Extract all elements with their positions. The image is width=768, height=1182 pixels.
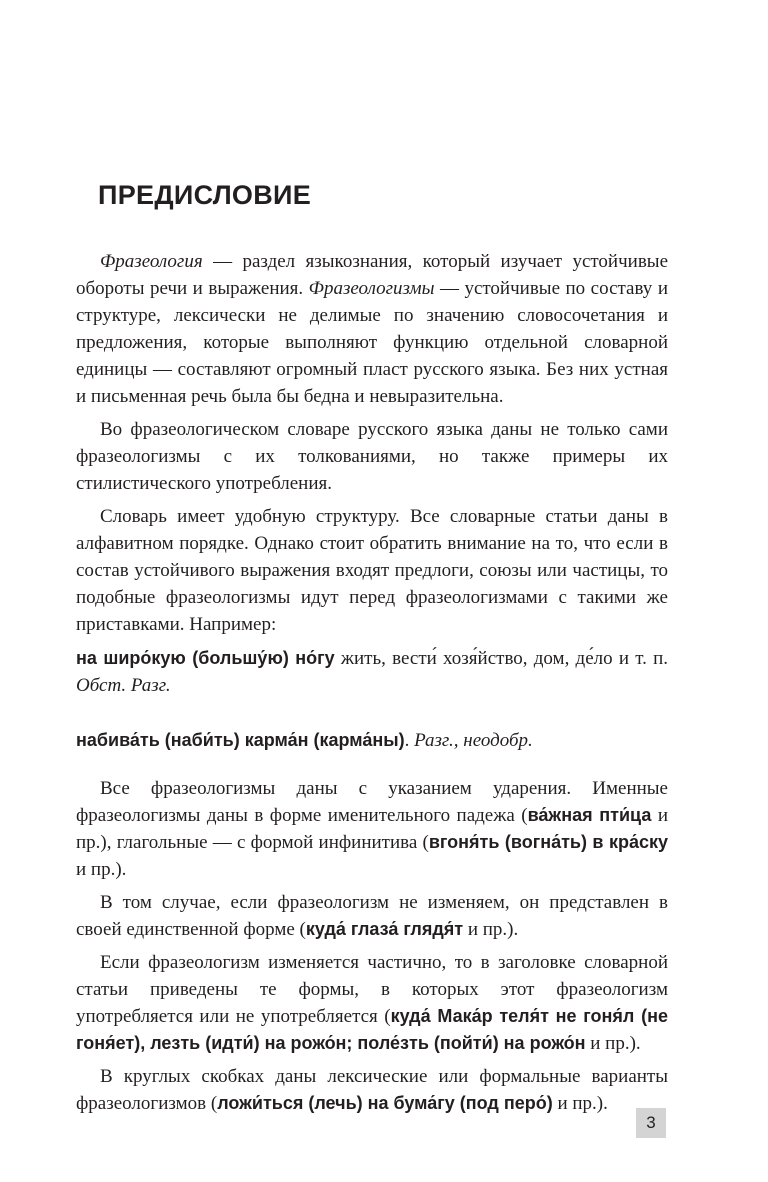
paragraph-unchangeable <box>76 889 668 943</box>
paragraph-text: В том случае, если фразеологизм не изменяем, он представлен в своей единственной форме ( <box>76 892 668 940</box>
example-phrase: вгоня́ть (вогна́ть) в кра́ску <box>428 832 668 852</box>
paragraph-partial <box>76 949 668 1057</box>
term-phraseologisms: Фразеологизмы <box>308 278 435 299</box>
paragraph-definition <box>76 248 668 410</box>
paragraph-text: и пр.). <box>76 859 127 880</box>
paragraph-structure: Словарь имеет удобную структуру. Все словарные статьи даны в алфавитном порядке. Однако стоит обратить внимание на то, что если в состав устойчивого выражения входят предлоги, союзы или частицы, то подобные фразеологизмы идут перед фразеологизмами с такими же приставками. Например: <box>76 506 668 635</box>
paragraph-stress <box>76 775 668 883</box>
dictionary-example-2 <box>76 727 668 754</box>
dictionary-example-1 <box>76 645 668 699</box>
paragraph-text: Все фразеологизмы даны с указанием ударения. Именные фразеологизмы даны в форме именительного падежа ( <box>76 778 668 826</box>
paragraph-dictionary: Во фразеологическом словаре русского языка даны не только сами фразеологизмы с их толкованиями, но также примеры их стилистического употребления. <box>76 419 668 494</box>
paragraph-text: и пр.). <box>463 919 519 940</box>
paragraph-text: и пр.), глагольные — с формой инфинитива ( <box>76 805 668 853</box>
page-title: ПРЕДИСЛОВИЕ <box>98 180 312 210</box>
page-number: 3 <box>636 1108 666 1138</box>
example-headword: на широ́кую (большу́ю) но́гу <box>76 648 335 668</box>
paragraph-text: — устойчивые по составу и структуре, лексически не делимые по значению словосочетания и предложения, которые выполняют функцию отдельной словарной единицы — составляют огромный пласт русского языка. Без них устная и письменная речь была бы бедна и невыразительна. <box>76 278 668 407</box>
example-labels: Обст. Разг. <box>76 675 171 696</box>
example-phrase: ложи́ться (лечь) на бума́гу (под перо́) <box>217 1093 553 1113</box>
term-phraseology: Фразеология <box>100 251 203 272</box>
paragraph-text: — раздел языкознания, который изучает устойчивые обороты речи и выражения. <box>76 251 668 299</box>
paragraph-text: и пр.). <box>552 1093 608 1114</box>
example-entry <box>76 727 668 754</box>
example-labels: Разг., неодобр. <box>414 730 533 751</box>
example-phrase: ва́жная пти́ца <box>527 805 652 825</box>
example-phrase: куда́ глаза́ глядя́т <box>305 919 464 939</box>
intro-block <box>76 248 668 638</box>
example-text: . <box>404 730 415 751</box>
example-phrase: куда́ Мака́р теля́т не гоня́л (не гоня́ет), лезть (идти́) на рожо́н; поле́зть (пойти́) на рожо́н <box>76 1006 668 1053</box>
paragraph-variants <box>76 1063 668 1117</box>
example-text: жить, вести́ хозя́йство, дом, де́ло и т. п. <box>334 648 669 669</box>
example-entry <box>76 645 668 699</box>
paragraph-text: В круглых скобках даны лексические или формальные варианты фразеологизмов ( <box>76 1066 668 1114</box>
paragraph-text: Если фразеологизм изменяется частично, то в заголовке словарной статьи приведены те формы, в которых этот фразеологизм употребляется или не употребляется ( <box>76 952 668 1027</box>
rules-block <box>76 775 668 1117</box>
example-headword: набива́ть (наби́ть) карма́н (карма́ны) <box>76 730 405 750</box>
paragraph-text: и пр.). <box>585 1033 641 1054</box>
